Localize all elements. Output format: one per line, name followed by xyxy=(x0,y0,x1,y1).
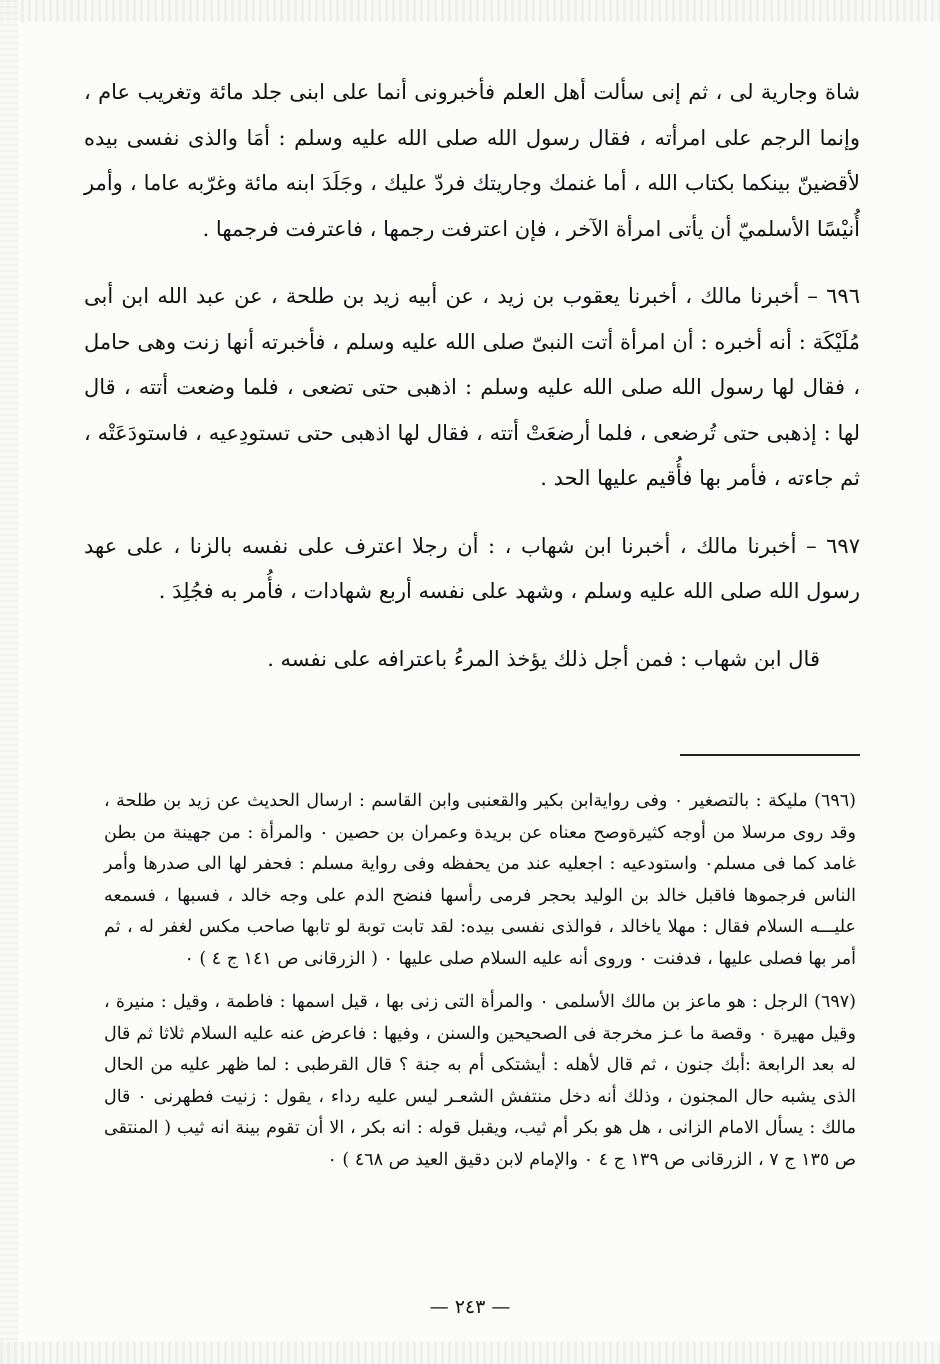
paragraph-continuation: شاة وجارية لى ، ثم إنى سألت أهل العلم فأخبرونى أنما على ابنى جلد مائة وتغريب عام ، وإنما الرجم على امرأته ، فقال رسول الله صلى الله عليه وسلم : أمَا والذى نفسى بيده لأقضينّ بينكما بكتاب الله ، أما غنمك وجاريتك فردّ عليك ، وجَلَدَ ابنه مائة وغرّبه عاما ، وأمر أُنيْسًا الأسلميّ أن يأتى امرأة الآخر ، فإن اعترفت رجمها ، فاعترفت فرجمها . xyxy=(84,80,860,241)
ibn-shihab-remark: قال ابن شهاب : فمن أجل ذلك يؤخذ المرءُ باعترافه على نفسه . xyxy=(267,646,820,671)
scan-edge-bottom xyxy=(0,1342,940,1364)
footnotes xyxy=(104,786,856,1176)
scan-edge-top xyxy=(0,0,940,22)
hadith-697: ٦٩٧ – أخبرنا مالك ، أخبرنا ابن شهاب ، : أن رجلا اعترف على نفسه بالزنا ، على عهد رسول الله صلى الله عليه وسلم ، وشهد على نفسه أربع شهادات ، فأُمر به فجُلِدَ . xyxy=(84,533,860,603)
hadith-696: ٦٩٦ – أخبرنا مالك ، أخبرنا يعقوب بن زيد ، عن أبيه زيد بن طلحة ، عن عبد الله ابن أبى مُلَيْكَة : أنه أخبره : أن امرأة أتت النبىّ صلى الله عليه وسلم ، فأخبرته أنها زنت وهى حامل ، فقال لها رسول الله صلى الله عليه وسلم : اذهبى حتى تضعى ، فلما وضعت أتته ، قال لها : إذهبى حتى تُرضعى ، فلما أرضعَتْ أتته ، فقال لها اذهبى حتى تستودِعيه ، فاستودَعَتْه ، ثم جاءته ، فأمر بها فأُقيم عليها الحد . xyxy=(84,284,860,490)
scan-edge-left xyxy=(0,0,18,1364)
main-text xyxy=(84,70,860,682)
page-number: — ٢٤٣ — xyxy=(429,1296,511,1318)
footnote-696: (٦٩٦) مليكة : بالتصغير ٠ وفى روايةابن بكير والقعنبى وابن القاسم : ارسال الحديث عن زيد بن طلحة ، وقد روى مرسلا من أوجه كثيرةوصح معناه عن بريدة وعمران بن حصين ٠ والمرأة : من جهينة من بطن غامد كما فى مسلم٠ واستودعيه : اجعليه عند من يحفظه وفى رواية مسلم : فحفر لها الى صدرها وأمر الناس فرجموها فاقبل خالد بن الوليد بحجر فرمى رأسها فنضح الدم على وجه خالد ، فسبها ، فسمعه عليـــه السلام فقال : مهلا ياخالد ، فوالذى نفسى بيده: لقد تابت توبة لو تابها صاحب مكس لغفر له ، ثم أمر بها فصلى عليها ، فدفنت ٠ وروى أنه عليه السلام صلى عليها ٠ ( الزرقانى ص ١٤١ ج ٤ ) ٠ xyxy=(104,791,857,969)
footnote-divider xyxy=(680,754,860,756)
footnote-697: (٦٩٧) الرجل : هو ماعز بن مالك الأسلمى ٠ والمرأة التى زنى بها ، قيل اسمها : فاطمة ، وقيل : منيرة ، وقيل مهيرة ٠ وقصة ما عـز مخرجة فى الصحيحين والسنن ، وفيها : فاعرض عنه عليه السلام ثلاثا ثم قال له بعد الرابعة :أبك جنون ، ثم قال لأهله : أيشتكى أم به جنة ؟ قال القرطبى : لما ظهر عليه من الحال الذى يشبه حال المجنون ، وذلك أنه دخل منتفش الشعـر ليس عليه رداء ، يقول : زنيت فطهرنى ٠ قال مالك : يسأل الامام الزانى ، هل هو بكر أم ثيب، ويقبل قوله : انه بكر ، الا أن تقوم بينة انه ثيب ( المنتقى ص ١٣٥ ج ٧ ، الزرقانى ص ١٣٩ ج ٤ ٠ والإمام لابن دقيق العيد ص ٤٦٨ ) ٠ xyxy=(104,992,856,1170)
